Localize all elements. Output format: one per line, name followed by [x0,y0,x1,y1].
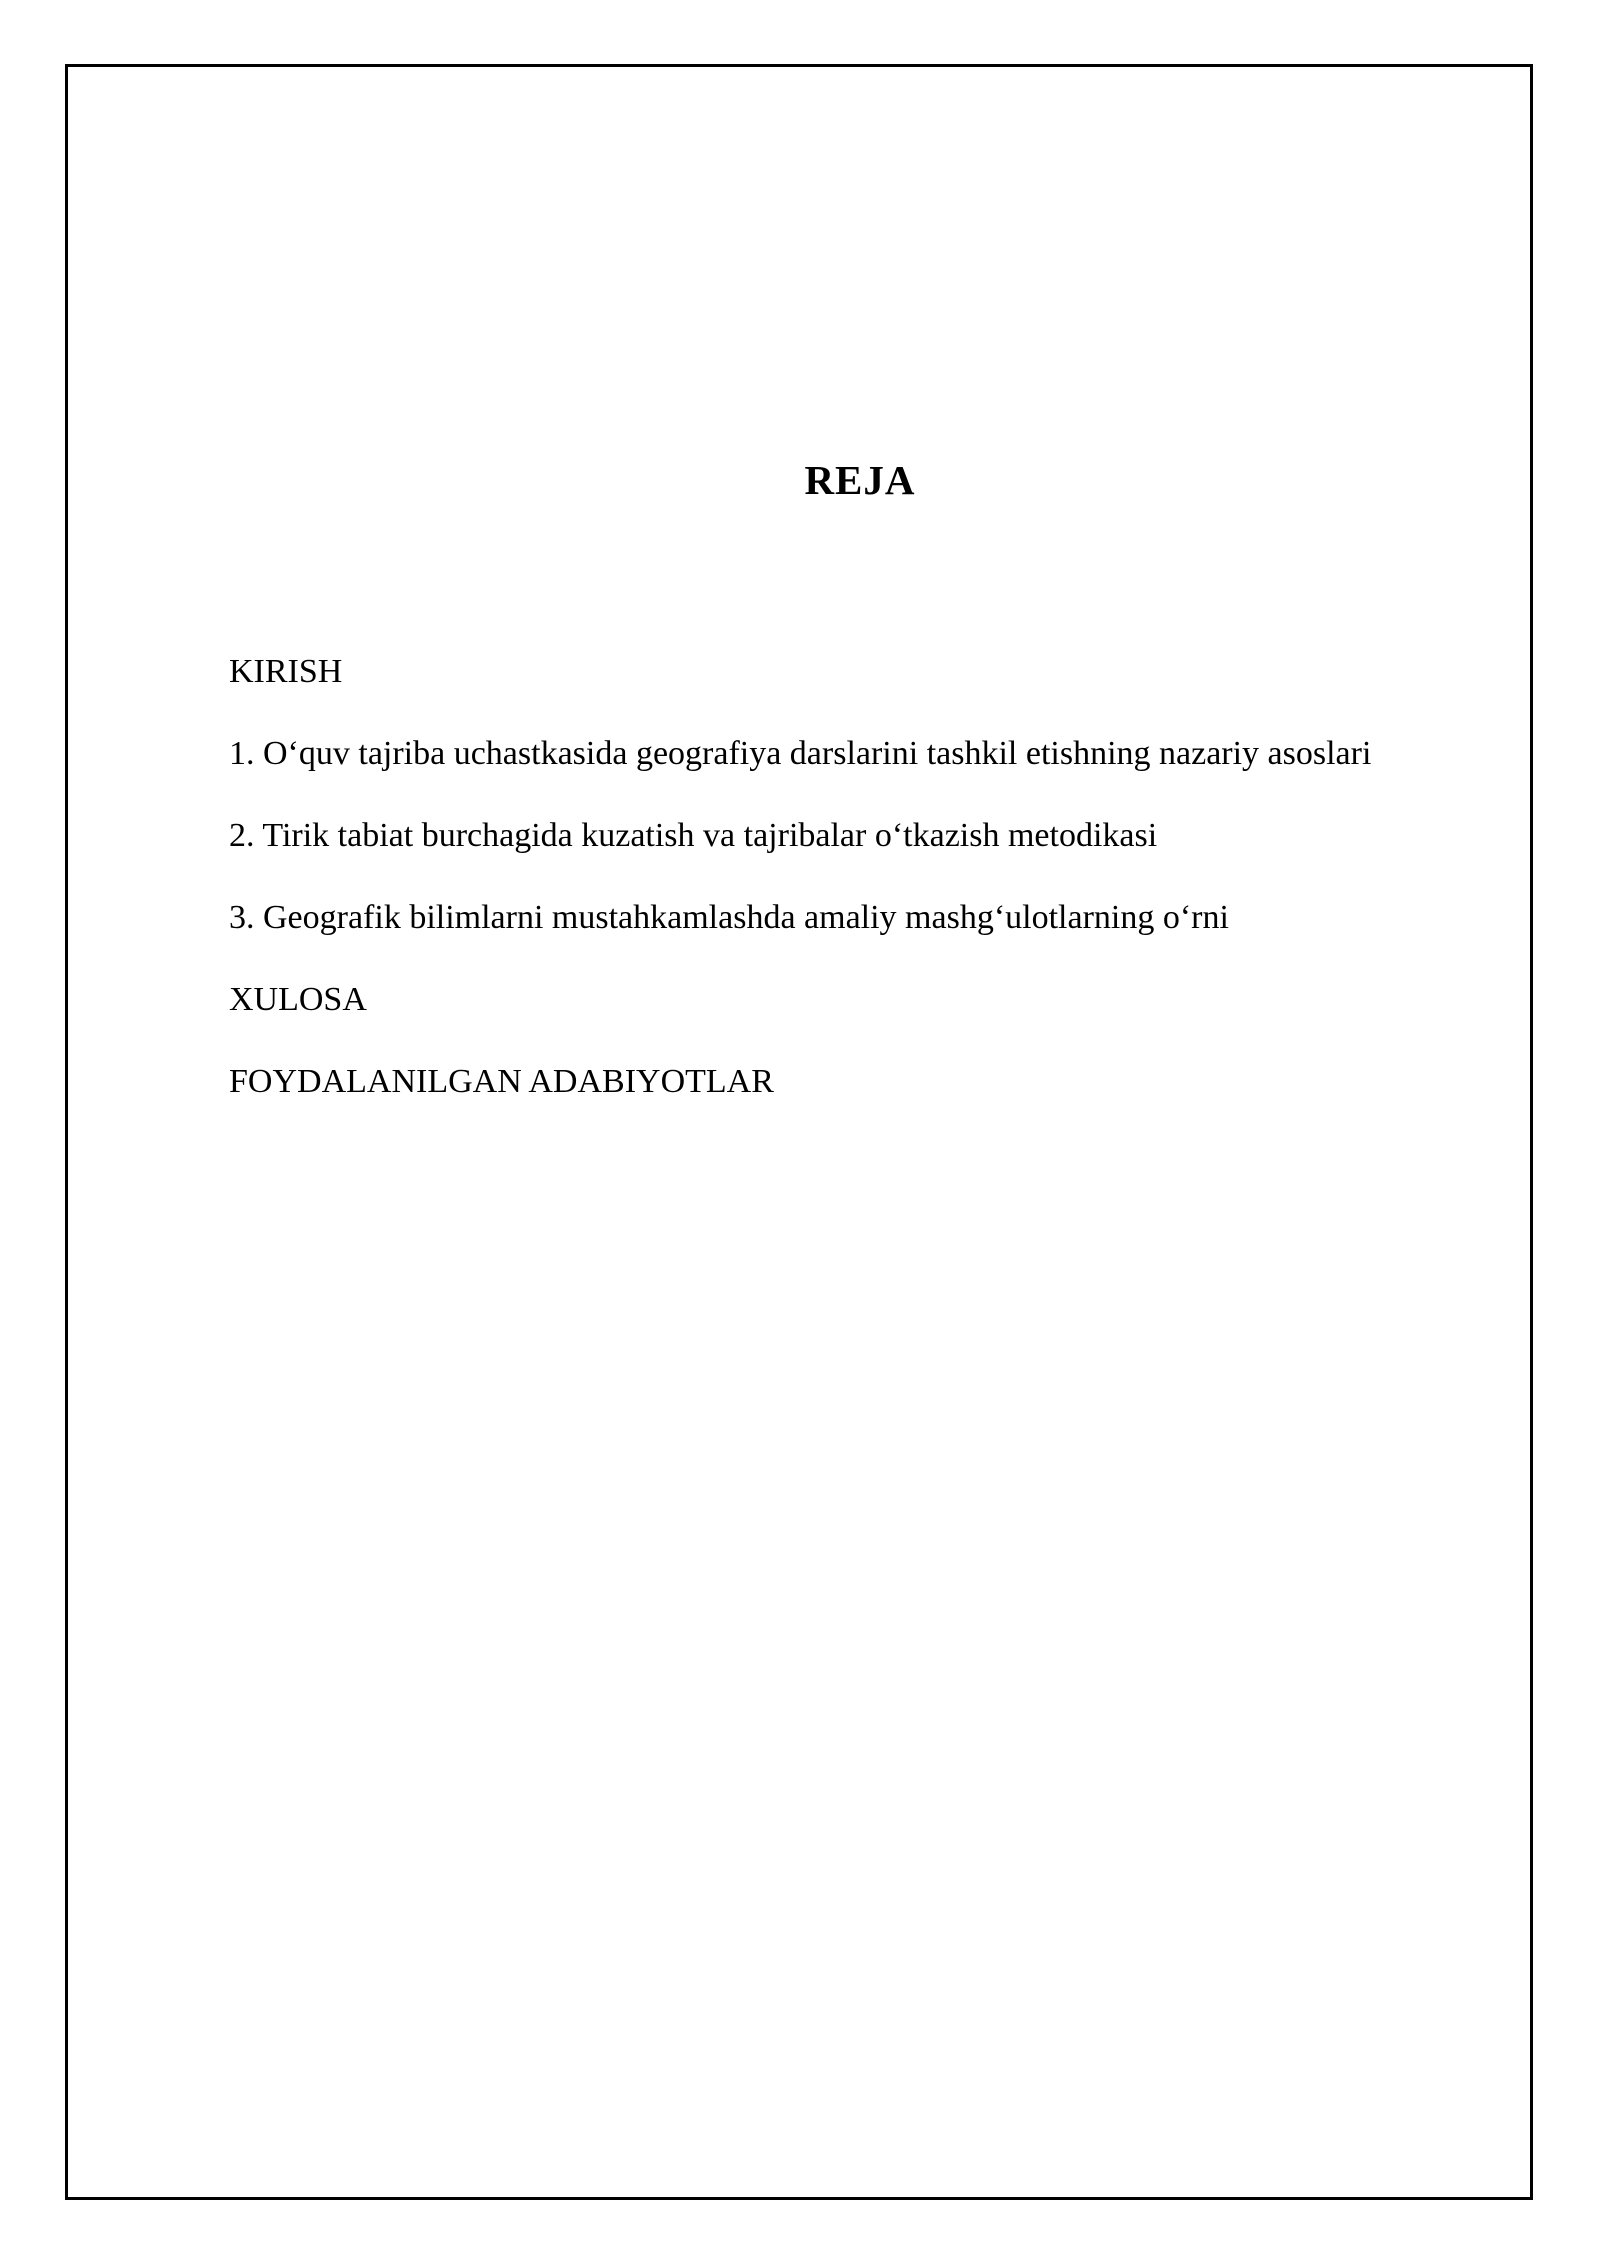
page-border [65,64,1533,2200]
page-title: REJA [804,457,916,503]
plan-item-introduction: KIRISH [229,653,343,690]
plan-list [229,640,1389,1132]
plan-item-3: 3. Geografik bilimlarni mustahkamlashda amaliy mashg‘ulotlarning o‘rni [229,899,1229,936]
plan-item-1: 1. O‘quv tajriba uchastkasida geografiya darslarini tashkil etishning nazariy asoslari [229,735,1372,772]
plan-item-references: FOYDALANILGAN ADABIYOTLAR [229,1063,774,1100]
plan-item-2: 2. Tirik tabiat burchagida kuzatish va tajribalar o‘tkazish metodikasi [229,817,1158,854]
plan-item-conclusion: XULOSA [229,981,367,1018]
